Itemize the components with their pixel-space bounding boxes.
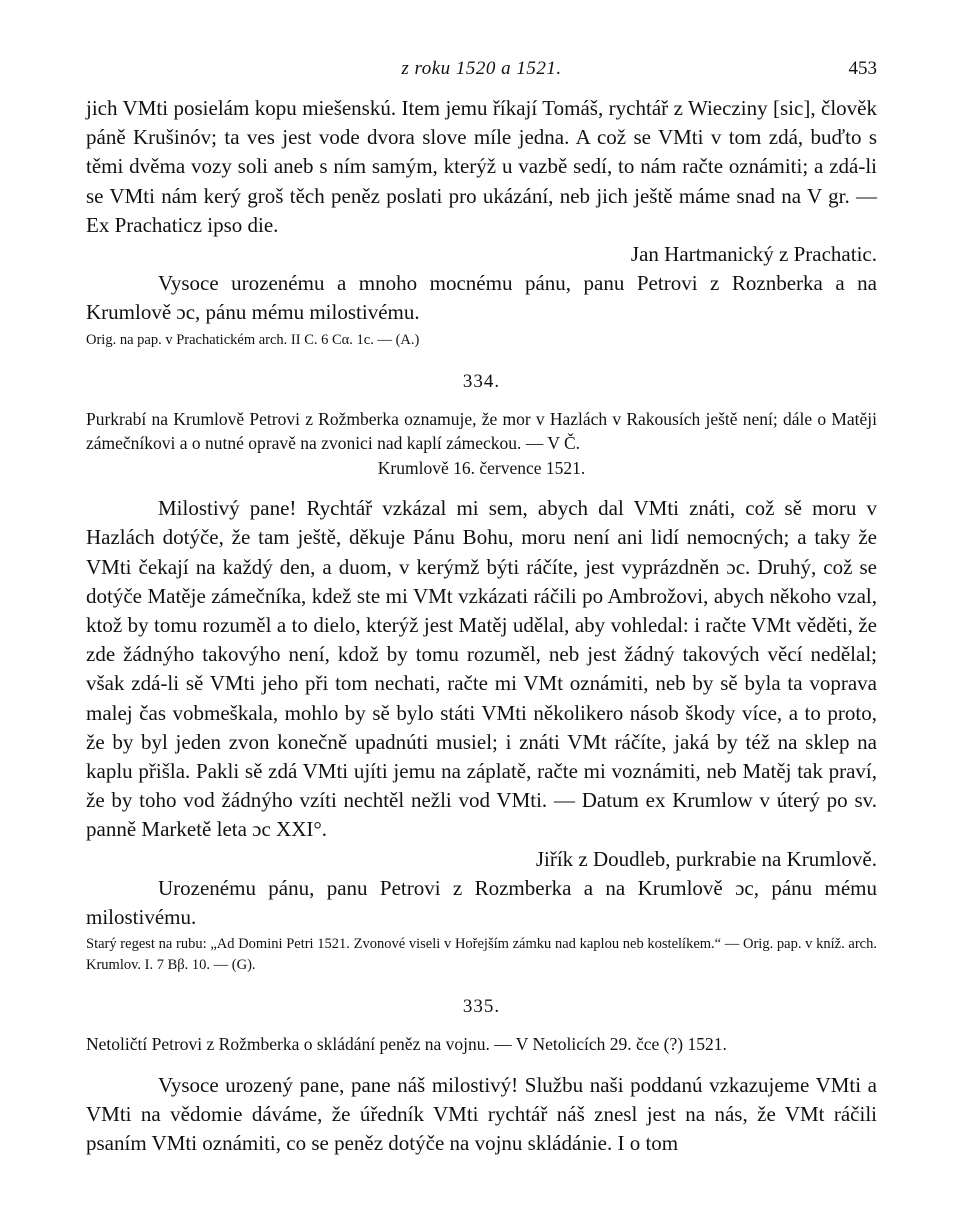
letter-text-335: Vysoce urozený pane, pane náš milostivý! Službu naši poddanú vzkazujeme VMti a VMti na vědomie dáváme, že úředník VMti rychtář náš znesl jest na nás, že VMt ráčili psaním VMti oznámiti, co se peněz dotýče na vojnu skládánie. I o tom	[86, 1072, 877, 1156]
page	[86, 58, 877, 1158]
signature-334: Jiřík z Doudleb, purkrabie na Krumlově.	[535, 846, 877, 871]
signature-333: Jan Hartmanický z Prachatic.	[630, 242, 877, 267]
page-header	[86, 58, 877, 94]
continued-letter-text: jich VMti posielám kopu miešenskú. Item jemu říkají Tomáš, rychtář z Wiecziny [sic], člověk páně Krušinóv; ta ves jest vode dvora slove míle jedna. A což se VMti v tom zdá, buďto s těmi dvěma vozy soli aneb s ním samým, kterýž u vazbě sedí, to nám račte oznámiti; a zdá-li se VMti nám kerý groš těch peněz poslati pro ukázání, neb jich ještě máme snad na V gr. — Ex Prachaticz ipso die.	[86, 96, 877, 237]
regest-335: Netoličtí Petrovi z Rožmberka o skládání peněz na vojnu. — V Netolicích 29. čce (?) 1521.	[86, 1034, 727, 1055]
document-number-334: 334.	[462, 370, 501, 392]
document-number-335: 335.	[462, 996, 501, 1018]
address-334: Urozenému pánu, panu Petrovi z Rozmberka a na Krumlově ɔc, pánu mému milostivému.	[86, 875, 877, 929]
regest-334: Purkrabí na Krumlově Petrovi z Rožmberka oznamuje, že mor v Hazlách v Rakousích ještě není; dále o Matěji zámečníkovi a o nutné opravě na zvonici nad kaplí zámeckou. — V Č.	[86, 408, 877, 454]
source-note-334: Starý regest na rubu: „Ad Domini Petri 1521. Zvonové viseli v Hořejším zámku nad kaplou neb kostelíkem.“ — Orig. pap. v kníž. arch. Krumlov. I. 7 Bβ. 10. — (G).	[86, 936, 877, 974]
regest-334-place-date: Krumlově 16. července 1521.	[377, 457, 586, 478]
source-note-333: Orig. na pap. v Prachatickém arch. II C. 6 Cα. 1c. — (A.)	[86, 331, 420, 348]
address-333: Vysoce urozenému a mnoho mocnému pánu, panu Petrovi z Roznberka a na Krumlově ɔc, pánu mému milostivému.	[86, 271, 877, 325]
page-number: 453	[848, 58, 877, 79]
letter-text-334: Milostivý pane! Rychtář vzkázal mi sem, abych dal VMti znáti, což sě moru v Hazlách dotýče, že tam ještě, děkuje Pánu Bohu, moru není ani lidí nemocných; a taky že VMti čekají na každý den, a duom, v kerýmž býti ráčíte, jest vyprázdněn ɔc. Druhý, což se dotýče Matěje zámečníka, kdež ste mi VMt vzkázati ráčili po Ambrožovi, abych někoho vzal, ktož by tomu rozuměl a to dielo, kterýž jest Matěj udělal, aby vohledal: i račte VMt věděti, že zde žádnýho takovýho není, kdož by tomu rozuměl, neb jest žádný takových věcí nedělal; však zdá-li sě VMti jeho při tom nechati, račte mi VMt oznámiti, neb by sě byla ta voprava malej čas vobmeškala, mohlo by sě bylo státi VMti několikero násob škody více, a to proto, že by byl jeden zvon konečně upadnúti musiel; i znáti VMt ráčíte, jaká by též na sklep na kaplu přišla. Pakli sě zdá VMti ujíti jemu na záplatě, račte mi voznámiti, neb Matěj tak praví, že by toho vod žádnýho vzíti nechtěl nežli vod VMti. — Datum ex Krumlow v úterý po sv. panně Marketě leta ɔc XXI°.	[86, 496, 877, 842]
running-title: z roku 1520 a 1521.	[401, 58, 562, 79]
